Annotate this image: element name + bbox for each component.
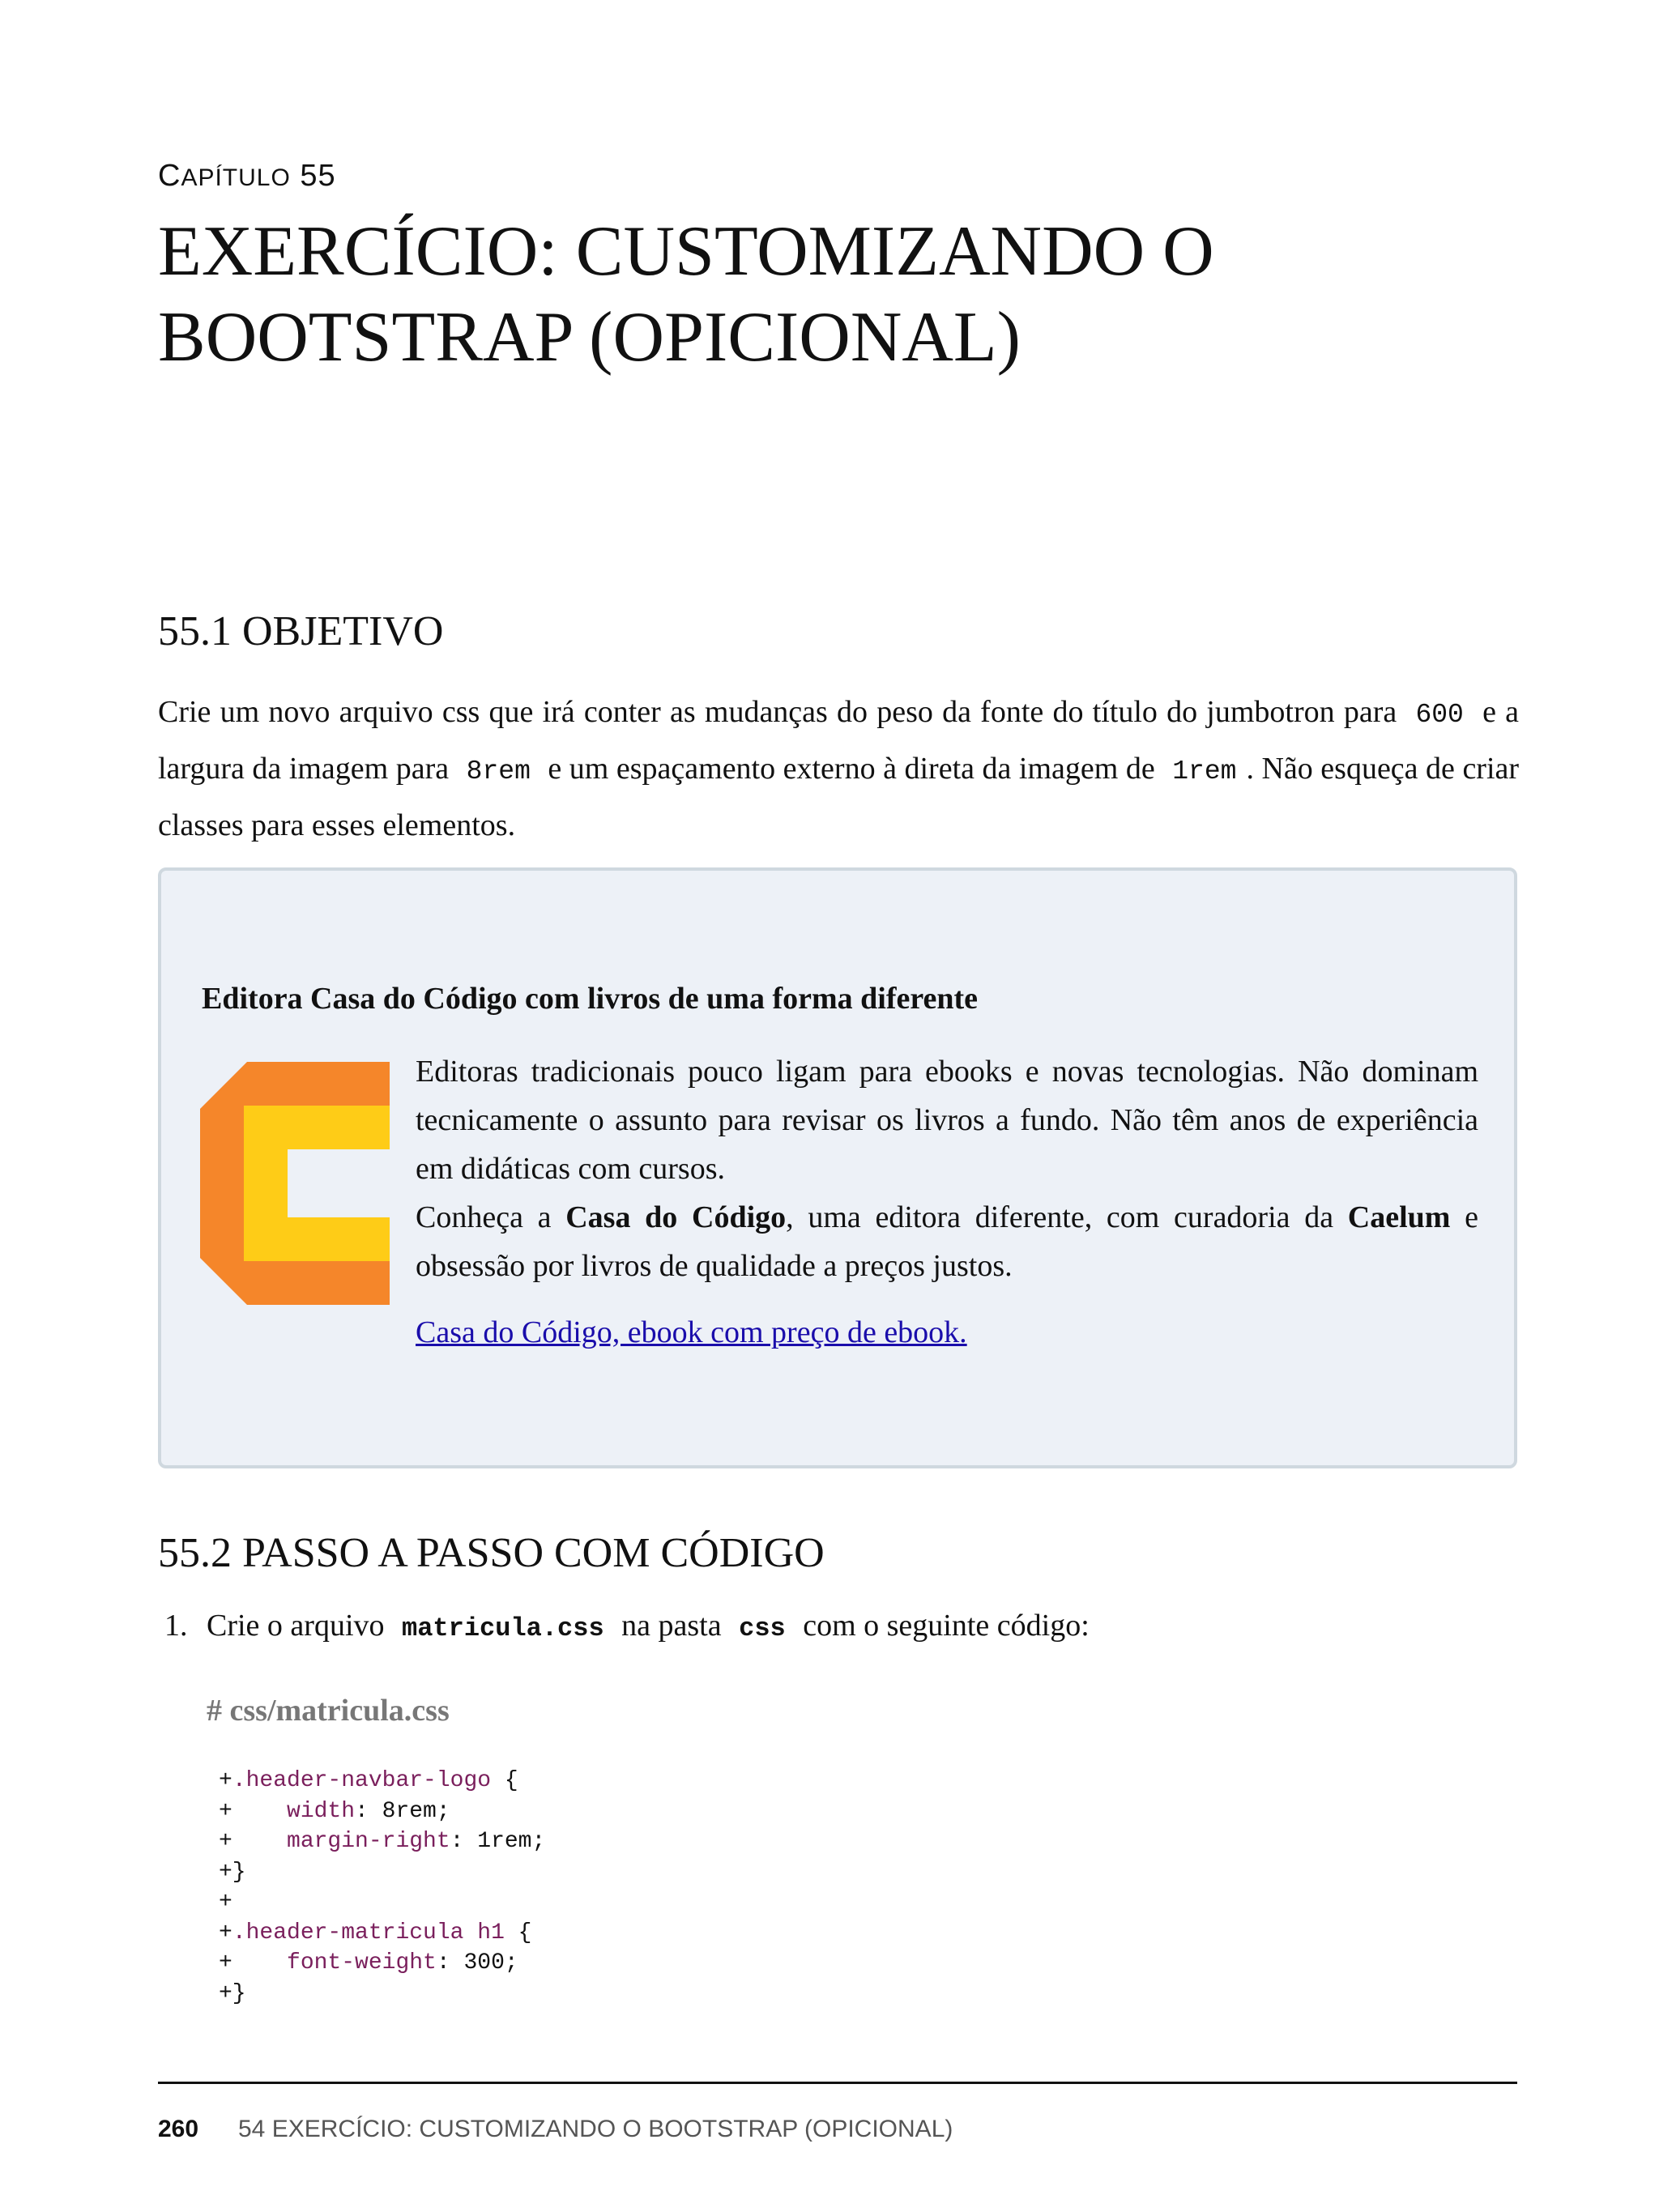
code-selector: .header-matricula h1 (232, 1920, 505, 1946)
code-prefix: + (219, 1890, 232, 1915)
code-rest: : 300; (436, 1950, 518, 1975)
footer-divider (158, 2082, 1517, 2084)
code-prefix: + (219, 1768, 232, 1793)
code-prefix: + (219, 1920, 232, 1946)
code-prefix: +} (219, 1980, 246, 2006)
step-number: 1. (164, 1609, 188, 1643)
callout-p2-text-2: , uma editora diferente, com curadoria da (786, 1200, 1348, 1234)
chapter-label-rest: APÍTULO (181, 164, 291, 191)
step-text (207, 1608, 1090, 1643)
chapter-title-line2: BOOTSTRAP (OPICIONAL) (158, 298, 1021, 377)
inline-code-filename: matricula.css (402, 1613, 604, 1643)
code-prefix: + (219, 1829, 288, 1854)
code-line (219, 1796, 545, 1827)
callout-text (416, 1047, 1478, 1290)
code-rest: { (504, 1920, 532, 1946)
publisher-callout-box (158, 867, 1517, 1468)
chapter-label-initial: C (158, 159, 181, 193)
code-block (219, 1766, 545, 2009)
code-file-heading: # css/matricula.css (207, 1694, 450, 1728)
code-rest: : 8rem; (355, 1798, 450, 1824)
callout-paragraph-2 (416, 1193, 1478, 1290)
code-prefix: + (219, 1798, 288, 1824)
objective-text-1: Crie um novo arquivo css que irá conter as mudanças do peso da fonte do título do jumbotron para (158, 695, 1397, 729)
code-rest: : 1rem; (450, 1829, 546, 1854)
callout-title: Editora Casa do Código com livros de uma forma diferente (202, 982, 979, 1016)
callout-p2-text-3: e obsessão por livros de qualidade a preços justos. (416, 1200, 1479, 1283)
code-line (219, 1948, 545, 1979)
chapter-number: 55 (300, 159, 336, 193)
code-property: width (287, 1798, 356, 1824)
inline-code-folder: css (739, 1613, 786, 1643)
step-text-1: Crie o arquivo (207, 1609, 385, 1643)
objective-text-3: e um espaçamento externo à direta da imagem de (548, 752, 1155, 786)
footer-page-number: 260 (158, 2116, 199, 2142)
inline-code-1rem: 1rem (1172, 757, 1237, 786)
code-prefix: + (219, 1950, 288, 1975)
code-line (219, 1918, 545, 1949)
callout-p2-bold-caelum: Caelum (1347, 1200, 1451, 1234)
code-line (219, 1979, 545, 2010)
code-line (219, 1826, 545, 1857)
code-line (219, 1887, 545, 1918)
callout-p2-text-1: Conheça a (416, 1200, 566, 1234)
code-selector: .header-navbar-logo (232, 1768, 492, 1793)
code-line (219, 1766, 545, 1796)
casa-do-codigo-logo-icon (200, 1062, 390, 1305)
objective-text-2: e a largura da imagem para (158, 695, 1520, 786)
step-text-2: na pasta (621, 1609, 722, 1643)
casa-do-codigo-link[interactable]: Casa do Código, ebook com preço de ebook. (416, 1315, 967, 1349)
code-rest: { (491, 1768, 518, 1793)
inline-code-8rem: 8rem (466, 757, 531, 786)
chapter-title (158, 209, 1535, 381)
code-property: font-weight (287, 1950, 437, 1975)
objective-paragraph (158, 685, 1519, 852)
chapter-label (158, 159, 336, 194)
inline-code-600: 600 (1415, 700, 1464, 730)
callout-p2-bold-casa: Casa do Código (565, 1200, 787, 1234)
section-heading-objetivo: 55.1 OBJETIVO (158, 608, 444, 654)
code-property: margin-right (287, 1829, 450, 1854)
footer-running-title: 54 EXERCÍCIO: CUSTOMIZANDO O BOOTSTRAP (OPICIONAL) (238, 2116, 953, 2142)
chapter-title-line1: EXERCÍCIO: CUSTOMIZANDO O (158, 212, 1214, 291)
callout-paragraph-1: Editoras tradicionais pouco ligam para ebooks e novas tecnologias. Não dominam tecnicamente o assunto para revisar os livros a fundo. Não têm anos de experiência em didáticas com cursos. (416, 1055, 1478, 1186)
code-line (219, 1857, 545, 1888)
step-text-3: com o seguinte código: (803, 1609, 1090, 1643)
objective-text-4: . Não esqueça de criar classes para esses elementos. (158, 752, 1520, 842)
code-prefix: +} (219, 1859, 246, 1885)
section-heading-passo-a-passo: 55.2 PASSO A PASSO COM CÓDIGO (158, 1530, 825, 1576)
